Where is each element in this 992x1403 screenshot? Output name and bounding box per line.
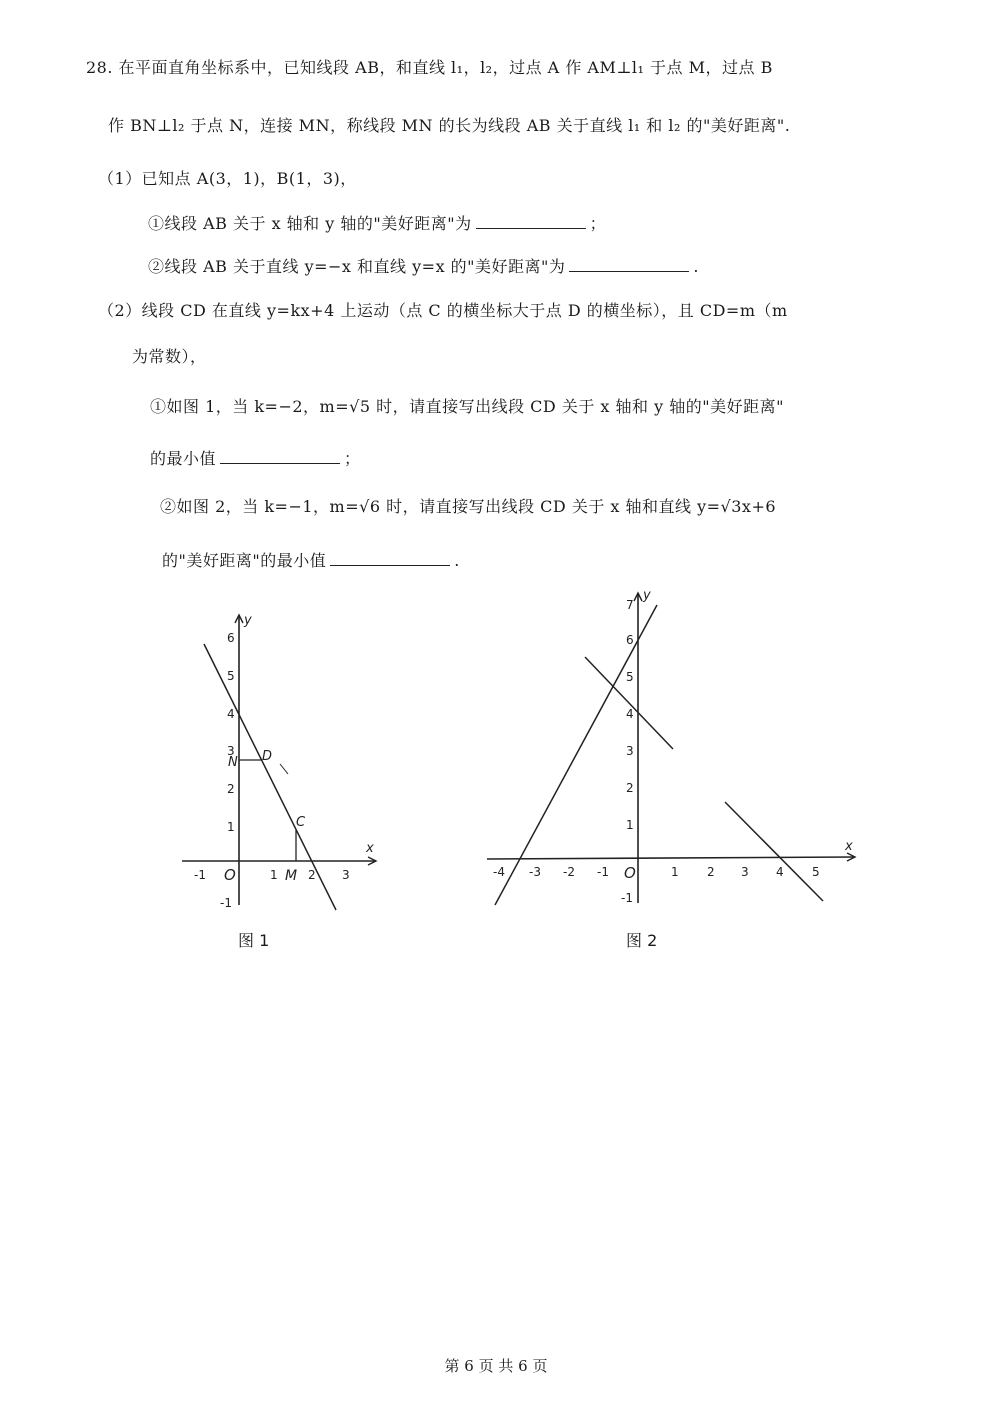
fig1-y-label: y — [244, 613, 252, 628]
question-intro-text-1: 在平面直角坐标系中，已知线段 AB，和直线 l₁，l₂，过点 A 作 AM⊥l₁ 于点 M，过点 B — [118, 58, 773, 77]
fig2-origin: O — [624, 864, 636, 882]
fig2-x-tick: -3 — [529, 865, 541, 879]
fig2-y-tick: 1 — [626, 818, 634, 832]
fig2-x-tick: -1 — [597, 865, 609, 879]
fig2-line-cd-lower — [725, 802, 823, 901]
part2-item1-text: 的最小值 — [150, 449, 217, 468]
fig2-x-tick: -4 — [493, 865, 505, 879]
fig1-mark — [280, 764, 288, 774]
fig1-y-tick: 6 — [227, 631, 235, 645]
figure-2 — [485, 585, 865, 915]
fig1-y-tick: -1 — [220, 896, 232, 910]
part2-item2-suffix: . — [454, 551, 460, 570]
part1-item1-text: ①线段 AB 关于 x 轴和 y 轴的"美好距离"为 — [148, 214, 472, 233]
fig2-x-tick: -2 — [563, 865, 575, 879]
fig1-label-n: N — [228, 755, 238, 770]
fig2-x-tick: 2 — [707, 865, 715, 879]
fig1-label-m: M — [285, 868, 298, 884]
answer-blank-1[interactable] — [476, 214, 586, 229]
fig1-x-tick: 2 — [308, 868, 316, 882]
fig2-y-tick: 7 — [626, 598, 634, 612]
part2-item2-line-2 — [162, 548, 460, 571]
fig1-y-tick: 2 — [227, 782, 235, 796]
part2-item2-line-1: ②如图 2，当 k=−1，m=√6 时，请直接写出线段 CD 关于 x 轴和直线 y=√3x+6 — [160, 497, 777, 516]
part2-item1-suffix: ； — [344, 449, 361, 468]
fig1-origin: O — [224, 866, 236, 884]
fig2-x-tick: 5 — [812, 865, 820, 879]
figure-1 — [170, 600, 390, 920]
part1-item1 — [148, 211, 606, 234]
question-intro-line-2: 作 BN⊥l₂ 于点 N，连接 MN，称线段 MN 的长为线段 AB 关于直线 l₁ 和 l₂ 的"美好距离". — [108, 116, 791, 135]
fig2-y-tick: 6 — [626, 633, 634, 647]
figure-1-caption: 图 1 — [238, 931, 270, 950]
fig1-y-tick: 4 — [227, 707, 235, 721]
part2-item1-line-2 — [150, 446, 361, 469]
answer-blank-3[interactable] — [220, 449, 340, 464]
part1-item1-suffix: ； — [589, 214, 607, 233]
fig2-y-tick: -1 — [621, 891, 633, 905]
part1-lead: （1）已知点 A(3，1)，B(1，3)， — [98, 169, 357, 188]
fig1-x-tick: 3 — [342, 868, 350, 882]
fig1-label-c: C — [296, 815, 306, 830]
figure-2-caption: 图 2 — [626, 931, 658, 950]
fig1-y-tick: 5 — [227, 669, 235, 683]
fig2-y-tick: 2 — [626, 781, 634, 795]
fig1-x-label: x — [366, 841, 374, 856]
fig2-y-tick: 4 — [626, 707, 634, 721]
part1-item2-suffix: . — [693, 257, 699, 276]
question-intro-line-1 — [86, 55, 773, 78]
fig2-y-tick: 5 — [626, 670, 634, 684]
fig2-x-tick: 3 — [741, 865, 749, 879]
fig2-x-axis — [487, 857, 855, 859]
fig2-x-label: x — [845, 839, 853, 854]
fig1-y-tick: 1 — [227, 820, 235, 834]
fig1-x-tick: 1 — [270, 868, 278, 882]
fig2-x-tick: 4 — [776, 865, 784, 879]
fig1-label-d: D — [262, 749, 273, 764]
part2-item1-line-1: ①如图 1，当 k=−2，m=√5 时，请直接写出线段 CD 关于 x 轴和 y 轴的"美好距离" — [150, 397, 784, 416]
part2-lead-line-1: （2）线段 CD 在直线 y=kx+4 上运动（点 C 的横坐标大于点 D 的横坐标），且 CD=m（m — [98, 301, 788, 320]
question-number: 28. — [86, 58, 113, 77]
fig1-x-tick: -1 — [194, 868, 206, 882]
fig2-y-label: y — [643, 588, 651, 603]
fig1-y-tick: 3 — [227, 744, 235, 758]
answer-blank-2[interactable] — [569, 257, 689, 272]
fig2-x-tick: 1 — [671, 865, 679, 879]
answer-blank-4[interactable] — [330, 551, 450, 566]
page-footer: 第 6 页 共 6 页 — [444, 1357, 548, 1375]
part2-item2-text: 的"美好距离"的最小值 — [162, 551, 327, 570]
fig2-y-tick: 3 — [626, 744, 634, 758]
part2-lead-line-2: 为常数）， — [132, 347, 207, 366]
part1-item2-text: ②线段 AB 关于直线 y=−x 和直线 y=x 的"美好距离"为 — [148, 257, 566, 276]
part1-item2 — [148, 254, 699, 277]
